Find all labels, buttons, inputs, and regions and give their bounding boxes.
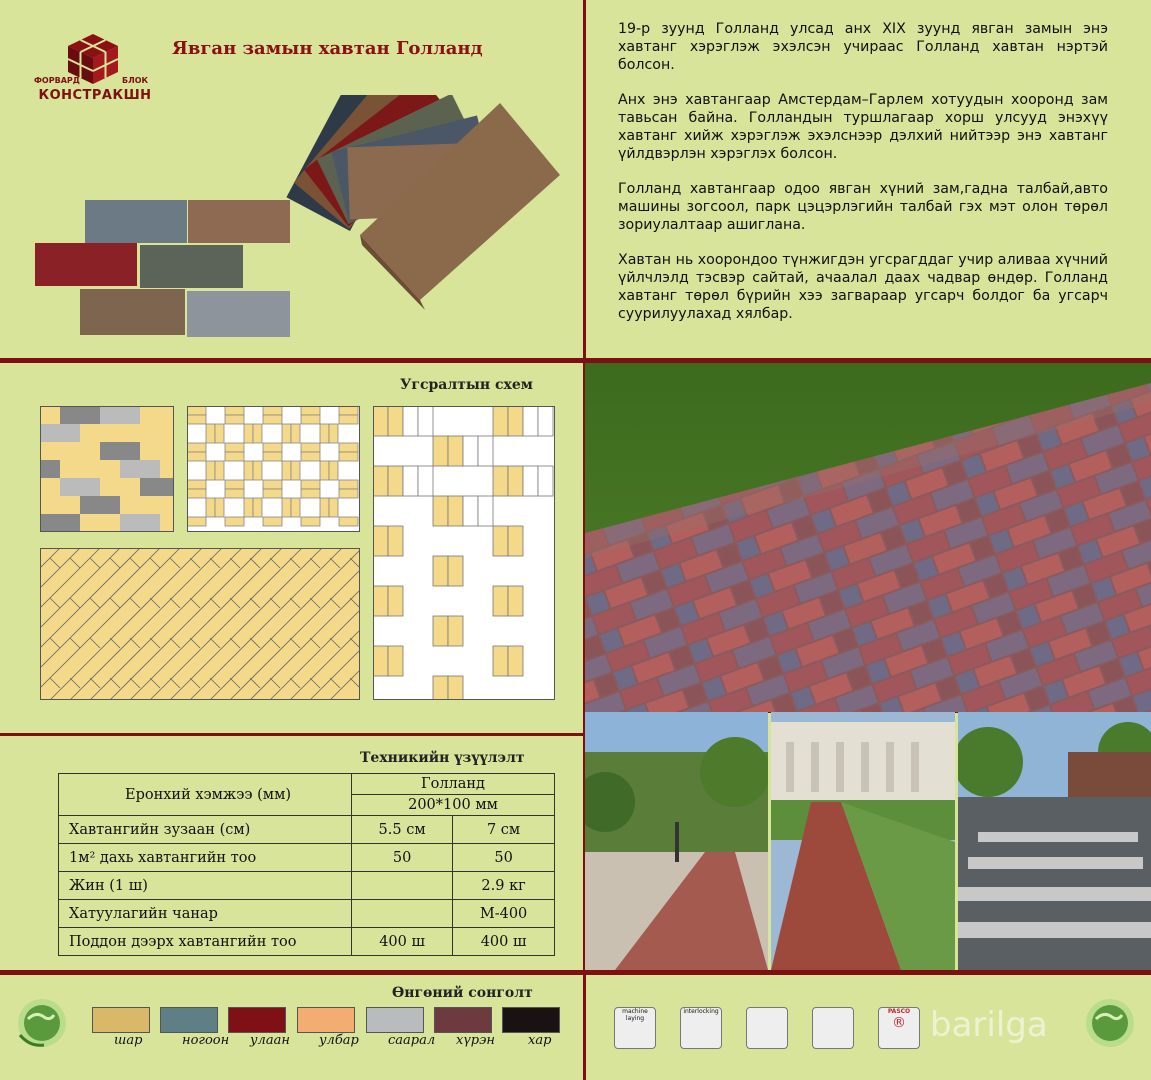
- paver-samples-illustration: [30, 95, 570, 345]
- bottom-divider: [0, 970, 1151, 975]
- watermark-text: barilga: [930, 1005, 1048, 1045]
- logo-small-right: БЛОК: [122, 76, 149, 85]
- street-photo-1: [585, 712, 768, 970]
- pattern-diagonal-diagram: [40, 406, 174, 532]
- color-swatch: [366, 1007, 424, 1033]
- table-row: Жин (1 ш) 2.9 кг: [59, 872, 555, 900]
- table-row: Хавтангийн зузаан (см) 5.5 см 7 см: [59, 816, 555, 844]
- color-swatch: [92, 1007, 150, 1033]
- color-swatch-label: улбар: [319, 1033, 359, 1048]
- eco-globe-icon: [14, 995, 70, 1051]
- interlocking-icon: interlocking: [680, 1007, 722, 1049]
- mid-left-divider: [0, 733, 583, 736]
- tech-title: Техникийн үзүүлэлт: [360, 750, 525, 766]
- color-swatch: [160, 1007, 218, 1033]
- color-swatch: [228, 1007, 286, 1033]
- intro-paragraph-4: Хавтан нь хоорондоо түнжигдэн угсрагддаг учир аливаа хүчний үйлчлэлд тэсвэр сайтай, ачаалал даах чадвар өндөр. Голланд хавтанг төрөл бүрийн хээ загвараар угсарч болдог ба угсарч суурилуулахад хялбар.: [618, 252, 1108, 322]
- table-row: Поддон дээрх хавтангийн тоо 400 ш 400 ш: [59, 928, 555, 956]
- table-row: 1м² дахь хавтангийн тоо 50 50: [59, 844, 555, 872]
- pattern-herringbone-diagram: [40, 548, 360, 700]
- logo-small-left: ФОРВАРД: [34, 76, 80, 85]
- specs-table: [58, 773, 555, 956]
- pattern-basketweave-diagram: [187, 406, 360, 532]
- color-swatch-label: шар: [114, 1033, 143, 1048]
- table-row: Хатуулагийн чанар М-400: [59, 900, 555, 928]
- street-photo-3: [958, 712, 1151, 970]
- machine-laying-icon: machine laying: [614, 1007, 656, 1049]
- color-swatch-label: саарал: [388, 1033, 436, 1048]
- logo-main-text: КОНСТРАКШН: [38, 88, 152, 103]
- pavement-photo: [585, 363, 1151, 712]
- page-title: Явган замын хавтан Голланд: [172, 38, 483, 59]
- color-swatch-label: ногоон: [182, 1033, 230, 1048]
- paver-stack-icon: [812, 1007, 854, 1049]
- color-swatch-label: хар: [528, 1033, 552, 1048]
- color-swatch: [297, 1007, 355, 1033]
- spec-header-name: Голланд: [352, 774, 555, 795]
- color-swatch: [434, 1007, 492, 1033]
- paver-disc-icon: [746, 1007, 788, 1049]
- intro-paragraph-3: Голланд хавтангаар одоо явган хүний зам,гадна талбай,авто машины зогсоол, парк цэцэрлэгийн талбай гэх мэт олон төрөл зориулалтаар ашиглана.: [618, 181, 1108, 233]
- scheme-title: Угсралтын схем: [400, 377, 533, 393]
- colors-title: Өнгөний сонголт: [392, 985, 533, 1001]
- eco-globe-icon: [1082, 995, 1138, 1051]
- street-photo-2: [771, 712, 955, 970]
- color-swatch: [502, 1007, 560, 1033]
- spec-header-label: Еронхий хэмжээ (мм): [59, 774, 352, 816]
- color-swatch-label: хүрэн: [456, 1033, 495, 1048]
- intro-paragraph-1: 19-р зуунд Голланд улсад анх XIX зуунд явган замын энэ хавтанг хэрэглэж эхэлсэн учираас Голланд хавтан нэртэй болсон.: [618, 21, 1108, 73]
- pattern-stack-diagram: [373, 406, 555, 700]
- intro-text: [618, 20, 1108, 340]
- color-swatch-label: улаан: [250, 1033, 290, 1048]
- pasco-cert-icon: PASCO ®: [878, 1007, 920, 1049]
- intro-paragraph-2: Анх энэ хавтангаар Амстердам–Гарлем хотуудын хооронд зам тавьсан байна. Голландын туршлагаар хорш улсууд энэхүү хавтанг хийж хэрэглэж эхэлснээр дэлхий нийтээр энэ хавтанг үйлдвэрлэн хэрэглэх болсон.: [618, 92, 1108, 162]
- spec-header-size: 200*100 мм: [352, 795, 555, 816]
